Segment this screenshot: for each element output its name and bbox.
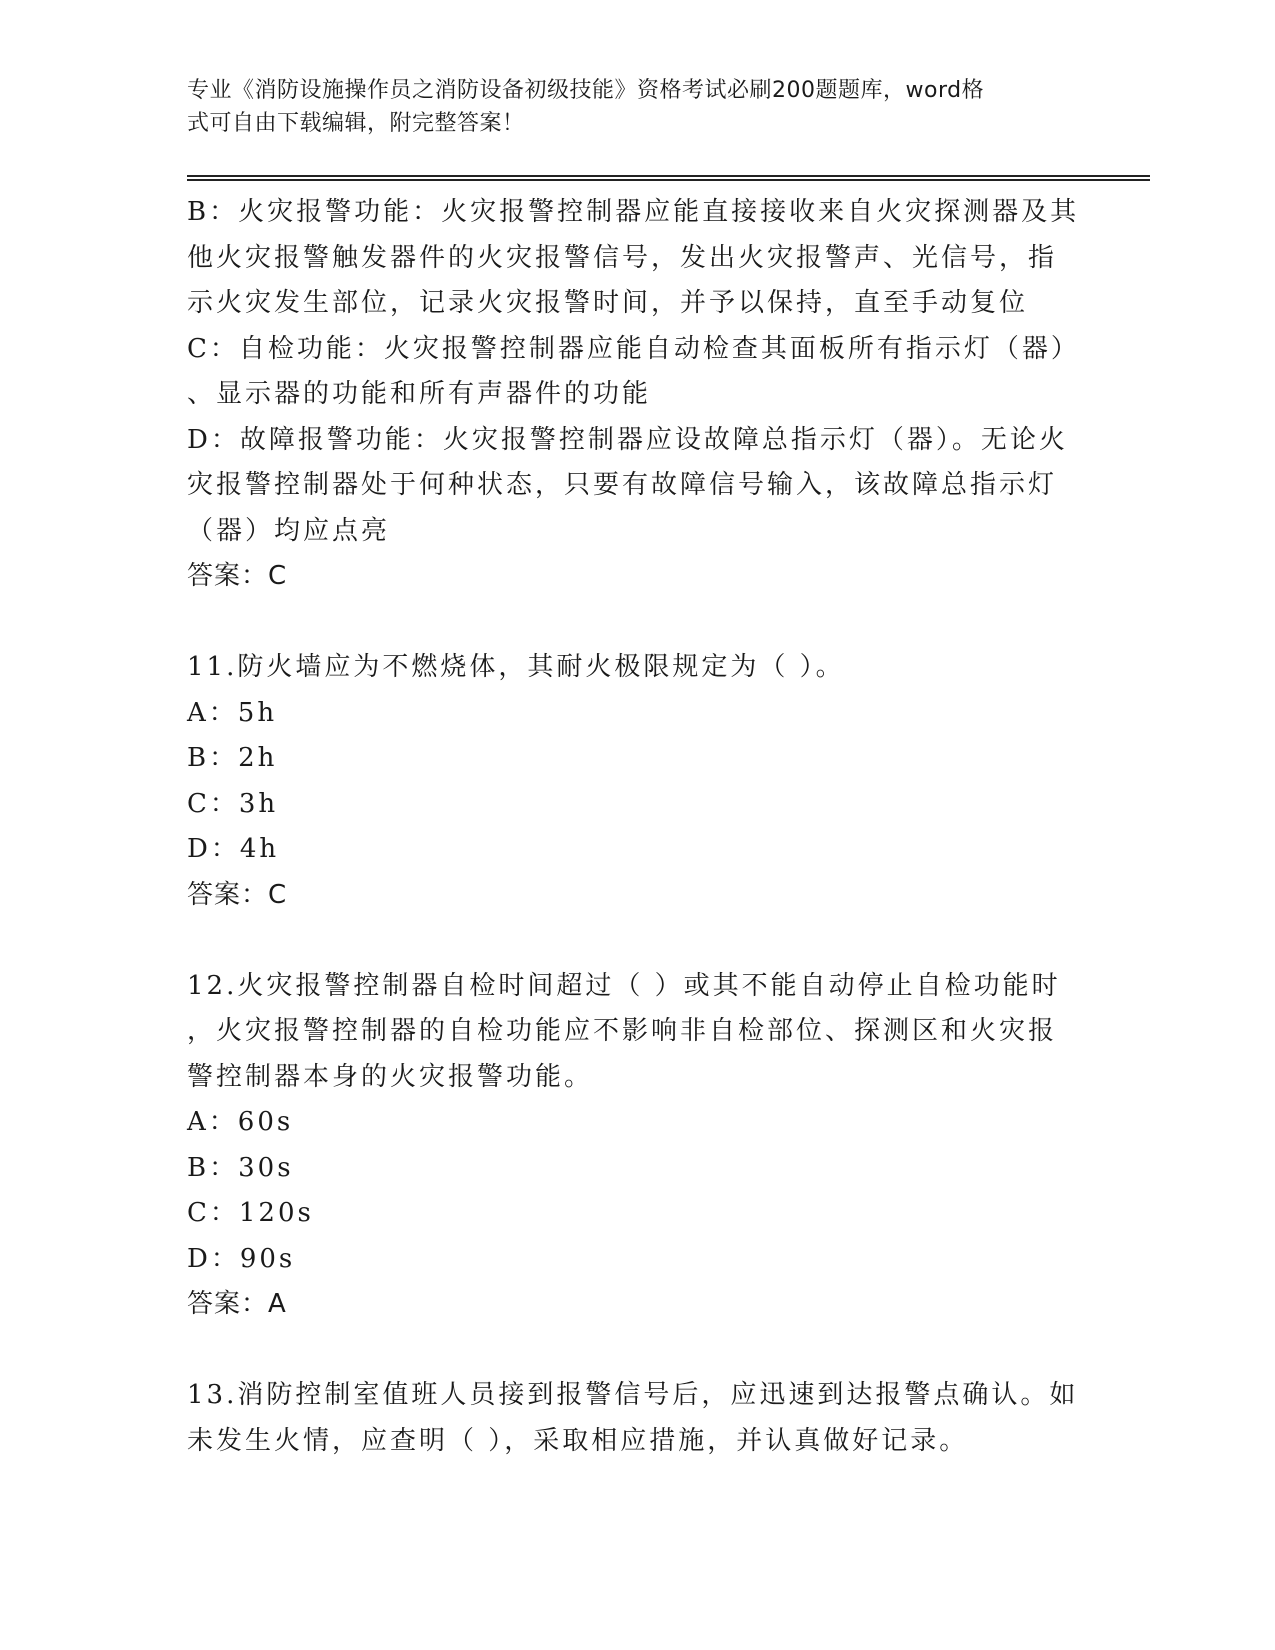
text-line: 灾报警控制器处于何种状态，只要有故障信号输入，该故障总指示灯 — [187, 470, 1058, 500]
text-line: 他火灾报警触发器件的火灾报警信号，发出火灾报警声、光信号，指 — [187, 242, 1058, 273]
question-content — [187, 190, 1087, 1464]
text-line: 12.火灾报警控制器自检时间超过（ ）或其不能自动停止自检功能时 — [187, 970, 1061, 1001]
document-header — [187, 74, 1067, 140]
text-line: C：自检功能：火灾报警控制器应能自动检查其面板所有指示灯（器） — [187, 333, 1080, 364]
question-12-option-b: B：30s — [187, 1152, 294, 1183]
text-line: B：火灾报警功能：火灾报警控制器应能直接接收来自火灾探测器及其 — [187, 197, 1080, 227]
text-line: ，火灾报警控制器的自检功能应不影响非自检部位、探测区和火灾报 — [187, 1016, 1058, 1046]
question-11-option-d: D：4h — [187, 834, 280, 864]
text-line: （器）均应点亮 — [187, 515, 391, 546]
header-title-line-1: 专业《消防设施操作员之消防设备初级技能》资格考试必刷200题题库，word格 — [187, 78, 985, 103]
header-title-line-2: 式可自由下载编辑，附完整答案！ — [187, 111, 525, 136]
question-12-option-d: D：90s — [187, 1243, 296, 1274]
question-10-answer: 答案：C — [187, 561, 288, 591]
question-11-option-b: B：2h — [187, 743, 278, 773]
question-11-option-c: C：3h — [187, 788, 279, 819]
spacer — [187, 918, 1087, 964]
text-line: 、显示器的功能和所有声器件的功能 — [187, 379, 652, 409]
spacer — [187, 600, 1087, 646]
text-line: 示火灾发生部位，记录火灾报警时间，并予以保持，直至手动复位 — [187, 288, 1029, 318]
question-11-option-a: A：5h — [187, 697, 278, 728]
question-10-option-d — [187, 418, 1087, 555]
question-12-answer: 答案：A — [187, 1289, 287, 1319]
question-12-option-a: A：60s — [187, 1107, 294, 1137]
header-divider — [187, 175, 1150, 181]
question-10-option-b — [187, 190, 1087, 327]
question-12-option-c: C：120s — [187, 1198, 314, 1228]
text-line: 13.消防控制室值班人员接到报警信号后，应迅速到达报警点确认。如 — [187, 1380, 1079, 1410]
text-line: D：故障报警功能：火灾报警控制器应设故障总指示灯（器）。无论火 — [187, 424, 1068, 455]
question-10-option-c — [187, 327, 1087, 418]
question-12-stem — [187, 964, 1087, 1101]
spacer — [187, 1328, 1087, 1374]
question-13-stem — [187, 1373, 1087, 1464]
question-11-answer: 答案：C — [187, 879, 288, 910]
text-line: 警控制器本身的火灾报警功能。 — [187, 1061, 594, 1092]
text-line: 未发生火情，应查明（ ），采取相应措施，并认真做好记录。 — [187, 1425, 969, 1456]
question-11-stem: 11.防火墙应为不燃烧体，其耐火极限规定为（ ）。 — [187, 652, 845, 682]
